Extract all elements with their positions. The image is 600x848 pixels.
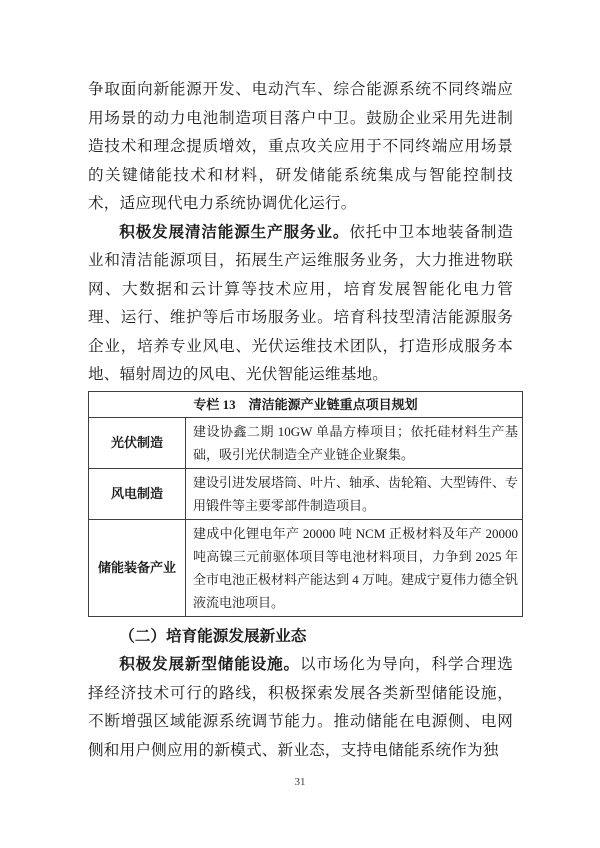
table-row — [89, 417, 523, 468]
paragraph-text: 以市场化为导向，科学合理选择经济技术可行的路线，积极探索发展各类新型储能设施，不断增强区域能源系统调节能力。推动储能在电源侧、电网侧和用户侧应用的新模式、新业态，支持电储能系统作为独 — [88, 656, 513, 759]
paragraph-battery-manufacturing — [88, 76, 513, 219]
row-label-pv-manufacturing: 光伏制造 — [89, 417, 186, 468]
row-content: 建设协鑫二期 10GW 单晶方棒项目；依托硅材料生产基础，吸引光伏制造全产业链企业聚集。 — [186, 417, 523, 468]
key-projects-table — [88, 391, 523, 617]
paragraph-lead-bold: 积极发展清洁能源生产服务业。 — [119, 223, 350, 241]
row-content: 建成中化锂电年产 20000 吨 NCM 正极材料及年产 20000 吨高镍三元前驱体项目等电池材料项目，力争到 2025 年全市电池正极材料产能达到 4 万吨。建成宁夏伟力德全钒液流电池项目。 — [186, 519, 523, 616]
table-row — [89, 468, 523, 519]
paragraph-new-energy-storage — [88, 651, 513, 765]
section-heading: （二）培育能源发展新业态 — [119, 627, 307, 645]
row-label-energy-storage-industry: 储能装备产业 — [89, 519, 186, 616]
row-label-wind-manufacturing: 风电制造 — [89, 468, 186, 519]
document-content — [88, 76, 519, 765]
paragraph-text: 争取面向新能源开发、电动汽车、综合能源系统不同终端应用场景的动力电池制造项目落户中卫。鼓励企业采用先进制造技术和理念提质增效，重点攻关应用于不同终端应用场景的关键储能技术和材料，研发储能系统集成与智能控制技术，适应现代电力系统协调优化运行。 — [88, 81, 513, 212]
paragraph-clean-energy-services — [88, 219, 513, 390]
table-title: 专栏 13 清洁能源产业链重点项目规划 — [89, 391, 523, 417]
table-title-row — [89, 391, 523, 417]
row-content: 建设引进发展塔筒、叶片、轴承、齿轮箱、大型铸件、专用锻件等主要零部件制造项目。 — [186, 468, 523, 519]
paragraph-lead-bold: 积极发展新型储能设施。 — [119, 656, 300, 673]
table-row — [89, 519, 523, 616]
paragraph-text: 依托中卫本地装备制造业和清洁能源项目，拓展生产运维服务业务，大力推进物联网、大数据和云计算等技术应用，培育发展智能化电力管理、运行、维护等后市场服务业。培育科技型清洁能源服务企业，培养专业风电、光伏运维技术团队，打造形成服务本地、辐射周边的风电、光伏智能运维基地。 — [88, 223, 513, 383]
page-number: 31 — [294, 776, 306, 788]
